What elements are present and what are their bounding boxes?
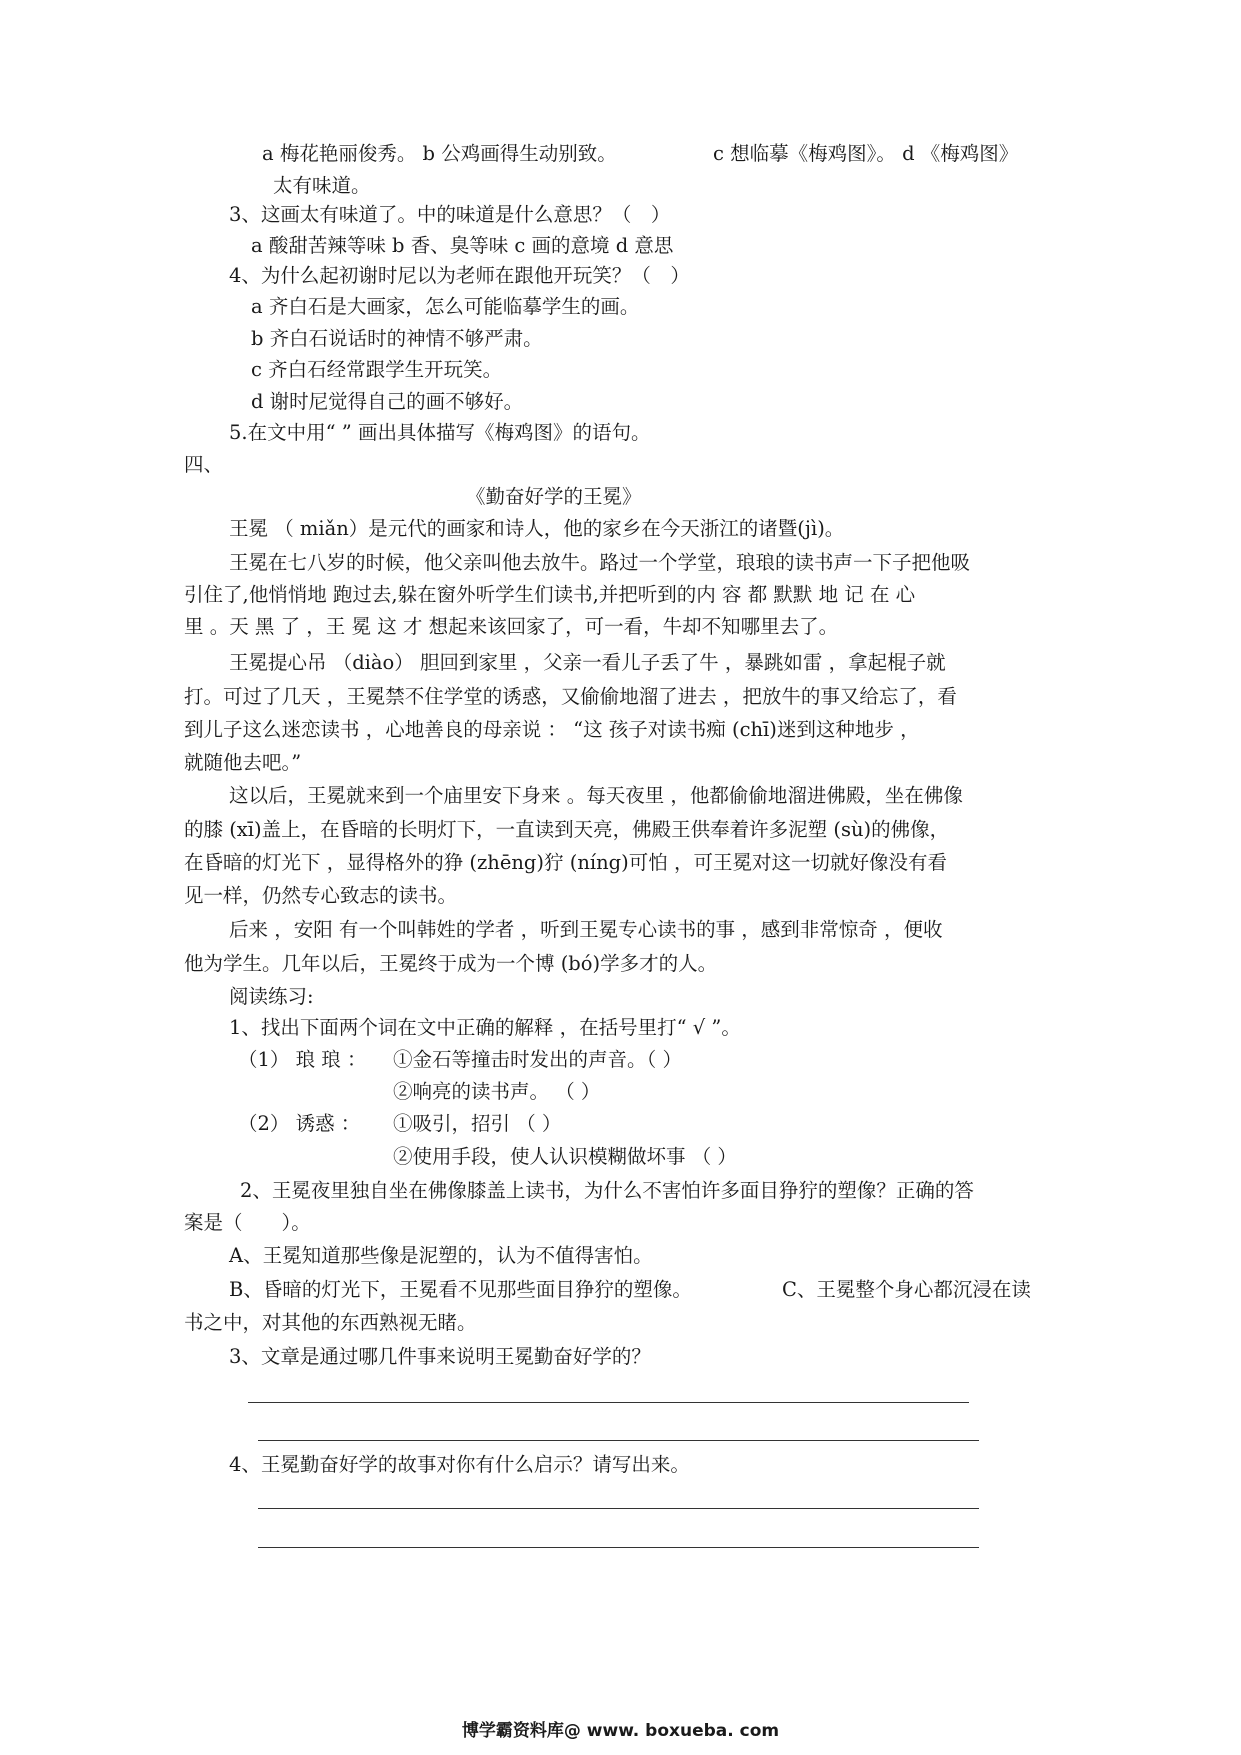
question-5: 5.在文中用“ ” 画出具体描写《梅鸡图》的语句。 [229, 421, 651, 444]
option-wrap: 太有味道。 [273, 174, 371, 197]
passage-line: 到儿子这么迷恋读书 ，心地善良的母亲说 ： “这 孩子对读书痴 (chī)迷到这种地步 ， [184, 718, 920, 741]
question-4-option-d: d 谢时尼觉得自己的画不够好。 [251, 390, 524, 413]
passage-line: 就随他去吧。” [184, 751, 302, 774]
passage-line: 打。可过了几天 ，王冕禁不住学堂的诱惑，又偷偷地溜了进去 ，把放牛的事又给忘了，看 [184, 685, 957, 708]
answer-line[interactable] [258, 1508, 979, 1509]
exercise-q2-stem-wrap: 案是（ ）。 [184, 1211, 311, 1234]
passage-title: 《勤奋好学的王冕》 [466, 485, 642, 508]
passage-line: 的膝 (xī)盖上，在昏暗的长明灯下，一直读到天亮，佛殿王供奉着许多泥塑 (sù)的佛像， [184, 818, 950, 841]
option-line-cd: c 想临摹《梅鸡图》。 d 《梅鸡图》 [713, 142, 1019, 165]
exercise-q1-stem: 1、找出下面两个词在文中正确的解释 ，在括号里打“ √ ”。 [229, 1016, 741, 1039]
exercise-q3: 3、文章是通过哪几件事来说明王冕勤奋好学的？ [229, 1345, 651, 1368]
exercise-q1-word1-label: （1） 琅 琅 ： [238, 1048, 367, 1071]
question-4-stem: 4、为什么起初谢时尼以为老师在跟他开玩笑？（ ） [229, 264, 690, 287]
footer-watermark: 博学霸资料库@ www. boxueba. com [461, 1721, 780, 1741]
answer-line[interactable] [258, 1440, 979, 1441]
exercise-q2-option-c-wrap: 书之中，对其他的东西熟视无睹。 [184, 1311, 477, 1334]
exercise-q4: 4、王冕勤奋好学的故事对你有什么启示？请写出来。 [229, 1453, 690, 1476]
passage-line: 他为学生。几年以后，王冕终于成为一个博 (bó)学多才的人。 [184, 952, 718, 975]
passage-line: 王冕 （ miǎn）是元代的画家和诗人，他的家乡在今天浙江的诸暨(jì)。 [229, 517, 845, 540]
passage-line: 里 。天 黑 了 ，王 冕 这 才 想起来该回家了，可一看，牛却不知哪里去了。 [184, 615, 839, 638]
exercise-q2-stem: 2、王冕夜里独自坐在佛像膝盖上读书，为什么不害怕许多面目狰狞的塑像？正确的答 [240, 1179, 974, 1202]
question-4-option-a: a 齐白石是大画家，怎么可能临摹学生的画。 [251, 295, 640, 318]
passage-line: 引住了,他悄悄地 跑过去,躲在窗外听学生们读书,并把听到的内 容 都 默默 地 记 在 心 [184, 583, 916, 606]
passage-line: 王冕在七八岁的时候，他父亲叫他去放牛。路过一个学堂，琅琅的读书声一下子把他吸 [229, 551, 971, 574]
answer-line[interactable] [248, 1402, 969, 1403]
exercise-q1-word1-option1: ①金石等撞击时发出的声音。（ ） [393, 1048, 682, 1071]
option-line-ab: a 梅花艳丽俊秀。 b 公鸡画得生动别致。 [262, 142, 617, 165]
answer-line[interactable] [258, 1547, 979, 1548]
exercise-q1-word2-option1: ①吸引，招引 （ ） [393, 1112, 562, 1135]
passage-line: 见一样，仍然专心致志的读书。 [184, 884, 458, 907]
exercise-q1-word2-label: （2） 诱惑 ： [238, 1112, 361, 1135]
passage-line: 这以后，王冕就来到一个庙里安下身来 。每天夜里 ，他都偷偷地溜进佛殿，坐在佛像 [229, 784, 963, 807]
question-3-options: a 酸甜苦辣等味 b 香、臭等味 c 画的意境 d 意思 [251, 234, 674, 257]
section-label: 四、 [184, 453, 224, 476]
exercise-q1-word1-option2: ②响亮的读书声。 （ ） [393, 1080, 601, 1103]
passage-line: 后来 ，安阳 有一个叫韩姓的学者 ，听到王冕专心读书的事 ，感到非常惊奇 ，便收 [229, 918, 943, 941]
question-4-option-c: c 齐白石经常跟学生开玩笑。 [251, 358, 503, 381]
passage-line: 王冕提心吊 （diào） 胆回到家里 ，父亲一看儿子丢了牛 ，暴跳如雷 ，拿起棍子就 [229, 651, 946, 674]
exercise-label: 阅读练习: [229, 985, 314, 1008]
question-3-stem: 3、这画太有味道了。中的味道是什么意思？（ ） [229, 203, 671, 226]
exercise-q2-option-b: B、昏暗的灯光下，王冕看不见那些面目狰狞的塑像。 [229, 1278, 692, 1301]
exercise-q1-word2-option2: ②使用手段，使人认识模糊做坏事 （ ） [393, 1145, 737, 1168]
question-4-option-b: b 齐白石说话时的神情不够严肃。 [251, 327, 543, 350]
exercise-q2-option-c: C、王冕整个身心都沉浸在读 [782, 1278, 1031, 1301]
exercise-q2-option-a: A、王冕知道那些像是泥塑的，认为不值得害怕。 [229, 1244, 653, 1267]
passage-line: 在昏暗的灯光下 ，显得格外的狰 (zhēng)狞 (níng)可怕 ，可王冕对这一切就好像没有看 [184, 851, 947, 874]
